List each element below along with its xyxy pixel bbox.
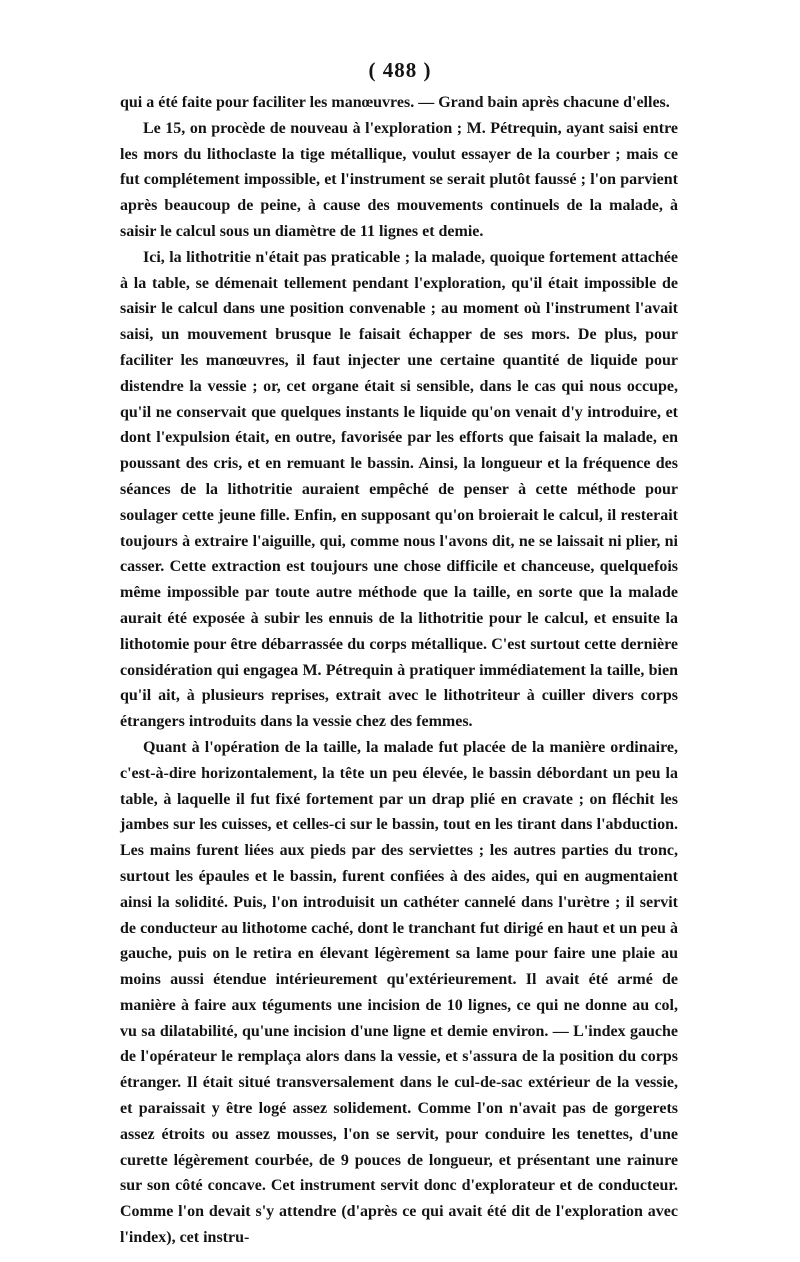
page-number: ( 488 ) — [368, 58, 432, 82]
paragraph: Le 15, on procède de nouveau à l'exploration ; M. Pétrequin, ayant saisi entre les mors du lithoclaste la tige métallique, voulut essayer de la courber ; mais ce fut complétement impossible, et l'instrument se serait plutôt faussé ; l'on parvient après beaucoup de peine, à cause des mouvements continuels de la malade, à saisir le calcul sous un diamètre de 11 lignes et demie. — [120, 119, 678, 240]
paragraph: Ici, la lithotritie n'était pas praticable ; la malade, quoique fortement attachée à la table, se démenait tellement pendant l'exploration, qu'il était impossible de saisir le calcul dans une position convenable ; au moment où l'instrument l'avait saisi, un mouvement brusque le faisait échapper de ses mors. De plus, pour faciliter les manœuvres, il faut injecter une certaine quantité de liquide pour distendre la vessie ; or, cet organe était si sensible, dans le cas qui nous occupe, qu'il ne conservait que quelques instants le liquide qu'on venait d'y introduire, et dont l'expulsion était, en outre, favorisée par les efforts que faisait la malade, en poussant des cris, et en remuant le bassin. Ainsi, la longueur et la fréquence des séances de la lithotritie auraient empêché de penser à cette méthode pour soulager cette jeune fille. Enfin, en supposant qu'on broierait le calcul, il resterait toujours à extraire l'aiguille, qui, comme nous l'avons dit, ne se laissait ni plier, ni casser. Cette extraction est toujours une chose difficile et chanceuse, quelquefois même impossible par toute autre méthode que la taille, en sorte que la malade aurait été exposée à subir les ennuis de la lithotritie pour le calcul, et ensuite la lithotomie pour être débarrassée du corps métallique. C'est surtout cette dernière considération qui engagea M. Pétrequin à pratiquer immédiatement la taille, bien qu'il ait, à plusieurs reprises, extrait avec le lithotriteur à cuiller divers corps étrangers introduits dans la vessie chez des femmes. — [120, 248, 678, 731]
body-text — [120, 90, 678, 1251]
paragraph: qui a été faite pour faciliter les manœuvres. — Grand bain après chacune d'elles. — [120, 94, 670, 111]
paragraph: Quant à l'opération de la taille, la malade fut placée de la manière ordinaire, c'est-à-dire horizontalement, la tête un peu élevée, le bassin débordant un peu la table, à laquelle il fut fixé fortement par un drap plié en cravate ; on fléchit les jambes sur les cuisses, et celles-ci sur le bassin, tout en les tirant dans l'abduction. Les mains furent liées aux pieds par des serviettes ; les autres parties du tronc, surtout les épaules et le bassin, furent confiées à des aides, qui en augmentaient ainsi la solidité. Puis, l'on introduisit un cathéter cannelé dans l'urètre ; il servit de conducteur au lithotome caché, dont le tranchant fut dirigé en haut et un peu à gauche, puis on le retira en élevant légèrement sa lame pour faire une plaie au moins aussi étendue intérieurement qu'extérieurement. Il avait été armé de manière à faire aux téguments une incision de 10 lignes, ce qui ne donne au col, vu sa dilatabilité, qu'une incision d'une ligne et demie environ. — L'index gauche de l'opérateur le remplaça alors dans la vessie, et s'assura de la position du corps étranger. Il était situé transversalement dans le cul-de-sac extérieur de la vessie, et paraissait y être logé assez solidement. Comme l'on n'avait pas de gorgerets assez étroits ou assez mousses, l'on se servit, pour conduire les tenettes, d'une curette légèrement courbée, de 9 pouces de longueur, et présentant une rainure sur son côté concave. Cet instrument servit donc d'explorateur et de conducteur. Comme l'on devait s'y attendre (d'après ce qui avait été dit de l'exploration avec l'index), cet instru- — [120, 738, 678, 1247]
